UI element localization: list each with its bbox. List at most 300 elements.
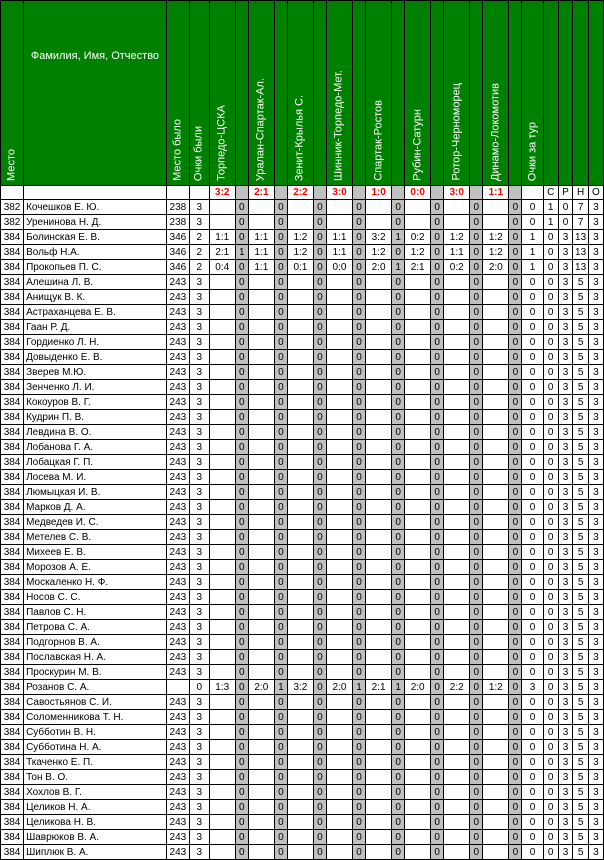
points-were-cell[interactable]: 3: [189, 785, 209, 800]
place-cell[interactable]: 384: [1, 320, 24, 335]
match-points-cell[interactable]: 0: [235, 755, 248, 770]
points-were-cell[interactable]: 3: [189, 365, 209, 380]
place-was-cell[interactable]: 243: [166, 845, 189, 860]
match-points-cell[interactable]: 0: [392, 800, 405, 815]
match-points-cell[interactable]: 1: [353, 680, 366, 695]
match-points-cell[interactable]: 0: [431, 545, 444, 560]
match-points-cell[interactable]: 0: [470, 665, 483, 680]
match-points-cell[interactable]: 0: [431, 290, 444, 305]
stat-cell[interactable]: 0: [543, 350, 558, 365]
stat-cell[interactable]: 5: [573, 275, 588, 290]
forecast-cell[interactable]: [209, 530, 235, 545]
place-was-cell[interactable]: 243: [166, 575, 189, 590]
match-points-cell[interactable]: 0: [392, 530, 405, 545]
place-was-cell[interactable]: 243: [166, 530, 189, 545]
match-points-cell[interactable]: 0: [431, 380, 444, 395]
match-points-cell[interactable]: 0: [235, 275, 248, 290]
name-cell[interactable]: Шаврюков В. А.: [24, 830, 167, 845]
match-points-cell[interactable]: 0: [509, 725, 522, 740]
stat-cell[interactable]: 0: [543, 245, 558, 260]
stat-cell[interactable]: 5: [573, 770, 588, 785]
place-was-cell[interactable]: 243: [166, 605, 189, 620]
place-cell[interactable]: 384: [1, 845, 24, 860]
place-cell[interactable]: 384: [1, 785, 24, 800]
points-were-cell[interactable]: 3: [189, 545, 209, 560]
stat-cell[interactable]: 5: [573, 740, 588, 755]
match-points-cell[interactable]: 0: [392, 305, 405, 320]
round-points-cell[interactable]: 0: [522, 380, 543, 395]
match-points-cell[interactable]: 0: [509, 440, 522, 455]
forecast-cell[interactable]: [287, 575, 313, 590]
forecast-cell[interactable]: [287, 710, 313, 725]
points-were-cell[interactable]: 3: [189, 395, 209, 410]
forecast-cell[interactable]: [365, 770, 391, 785]
forecast-cell[interactable]: [326, 830, 352, 845]
match-points-cell[interactable]: 0: [431, 740, 444, 755]
forecast-cell[interactable]: [365, 320, 391, 335]
forecast-cell[interactable]: [405, 785, 431, 800]
forecast-cell[interactable]: [326, 440, 352, 455]
match-points-cell[interactable]: 0: [392, 455, 405, 470]
match-points-cell[interactable]: 0: [431, 695, 444, 710]
forecast-cell[interactable]: [209, 425, 235, 440]
match-points-cell[interactable]: 0: [509, 230, 522, 245]
forecast-cell[interactable]: 1:2: [287, 245, 313, 260]
forecast-cell[interactable]: [405, 770, 431, 785]
forecast-cell[interactable]: [365, 275, 391, 290]
forecast-cell[interactable]: [405, 200, 431, 215]
match-points-cell[interactable]: 0: [470, 515, 483, 530]
forecast-cell[interactable]: [405, 605, 431, 620]
match-points-cell[interactable]: 0: [235, 395, 248, 410]
header-round-points[interactable]: Очки за тур: [522, 1, 543, 186]
forecast-cell[interactable]: [444, 455, 470, 470]
match-points-cell[interactable]: 0: [353, 635, 366, 650]
name-cell[interactable]: Метелев С. В.: [24, 530, 167, 545]
points-were-cell[interactable]: 2: [189, 245, 209, 260]
forecast-cell[interactable]: [248, 830, 274, 845]
match-points-cell[interactable]: 0: [509, 410, 522, 425]
forecast-cell[interactable]: [365, 425, 391, 440]
match-points-cell[interactable]: 0: [470, 560, 483, 575]
stat-cell[interactable]: 3: [588, 440, 603, 455]
match-points-cell[interactable]: 0: [314, 845, 327, 860]
round-points-cell[interactable]: 0: [522, 425, 543, 440]
stat-cell[interactable]: 5: [573, 455, 588, 470]
match-points-cell[interactable]: 0: [314, 215, 327, 230]
place-was-cell[interactable]: 346: [166, 230, 189, 245]
forecast-cell[interactable]: [405, 320, 431, 335]
stat-cell[interactable]: 3: [558, 830, 573, 845]
forecast-cell[interactable]: [444, 485, 470, 500]
forecast-cell[interactable]: 2:2: [444, 680, 470, 695]
cell[interactable]: [189, 186, 209, 200]
stat-cell[interactable]: 5: [573, 545, 588, 560]
forecast-cell[interactable]: [365, 305, 391, 320]
forecast-cell[interactable]: [405, 590, 431, 605]
match-points-cell[interactable]: 0: [314, 275, 327, 290]
forecast-cell[interactable]: [209, 800, 235, 815]
match-points-cell[interactable]: 0: [314, 695, 327, 710]
match-points-cell[interactable]: 0: [274, 815, 287, 830]
match-points-cell[interactable]: 0: [353, 575, 366, 590]
forecast-cell[interactable]: [209, 815, 235, 830]
match-points-cell[interactable]: 0: [235, 785, 248, 800]
name-cell[interactable]: Зенченко Л. И.: [24, 380, 167, 395]
result-score[interactable]: 2:2: [287, 186, 313, 200]
stat-cell[interactable]: 3: [558, 560, 573, 575]
forecast-cell[interactable]: [405, 290, 431, 305]
match-points-cell[interactable]: 0: [470, 695, 483, 710]
place-was-cell[interactable]: 243: [166, 485, 189, 500]
forecast-cell[interactable]: [444, 470, 470, 485]
match-points-cell[interactable]: 0: [431, 515, 444, 530]
forecast-cell[interactable]: [248, 395, 274, 410]
match-points-cell[interactable]: 0: [509, 320, 522, 335]
match-points-cell[interactable]: 0: [509, 305, 522, 320]
match-points-cell[interactable]: 0: [392, 665, 405, 680]
place-was-cell[interactable]: 243: [166, 335, 189, 350]
match-points-cell[interactable]: 0: [470, 845, 483, 860]
forecast-cell[interactable]: [444, 530, 470, 545]
match-points-cell[interactable]: 0: [314, 590, 327, 605]
match-points-cell[interactable]: 0: [431, 305, 444, 320]
match-points-cell[interactable]: 0: [431, 560, 444, 575]
match-points-cell[interactable]: 0: [274, 260, 287, 275]
forecast-cell[interactable]: [483, 485, 509, 500]
match-points-cell[interactable]: 0: [431, 350, 444, 365]
match-points-cell[interactable]: 0: [509, 470, 522, 485]
match-points-cell[interactable]: 0: [353, 620, 366, 635]
round-points-cell[interactable]: 1: [522, 245, 543, 260]
stat-cell[interactable]: 3: [588, 350, 603, 365]
forecast-cell[interactable]: [444, 290, 470, 305]
cell[interactable]: [509, 186, 522, 200]
place-cell[interactable]: 384: [1, 395, 24, 410]
forecast-cell[interactable]: [209, 830, 235, 845]
forecast-cell[interactable]: [209, 575, 235, 590]
stat-cell[interactable]: 0: [543, 770, 558, 785]
match-points-cell[interactable]: 0: [314, 800, 327, 815]
stat-cell[interactable]: 3: [588, 785, 603, 800]
match-points-cell[interactable]: 0: [470, 410, 483, 425]
name-cell[interactable]: Лосева М. И.: [24, 470, 167, 485]
forecast-cell[interactable]: [326, 350, 352, 365]
forecast-cell[interactable]: [444, 350, 470, 365]
stat-cell[interactable]: 0: [543, 455, 558, 470]
forecast-cell[interactable]: [405, 350, 431, 365]
match-points-cell[interactable]: 0: [353, 770, 366, 785]
match-points-cell[interactable]: 0: [353, 230, 366, 245]
place-cell[interactable]: 384: [1, 680, 24, 695]
match-points-cell[interactable]: 0: [235, 260, 248, 275]
name-cell[interactable]: Субботина Н. А.: [24, 740, 167, 755]
forecast-cell[interactable]: [365, 365, 391, 380]
place-cell[interactable]: 384: [1, 650, 24, 665]
match-points-cell[interactable]: 0: [470, 740, 483, 755]
stat-cell[interactable]: 3: [558, 845, 573, 860]
round-points-cell[interactable]: 0: [522, 485, 543, 500]
round-points-cell[interactable]: 0: [522, 815, 543, 830]
forecast-cell[interactable]: [326, 590, 352, 605]
forecast-cell[interactable]: [287, 800, 313, 815]
match-points-cell[interactable]: 0: [274, 200, 287, 215]
match-points-cell[interactable]: 0: [314, 740, 327, 755]
place-cell[interactable]: 384: [1, 800, 24, 815]
match-points-cell[interactable]: 0: [392, 365, 405, 380]
match-points-cell[interactable]: 0: [274, 785, 287, 800]
match-points-cell[interactable]: 0: [470, 260, 483, 275]
stat-cell[interactable]: 3: [588, 725, 603, 740]
stat-cell[interactable]: 5: [573, 800, 588, 815]
forecast-cell[interactable]: [405, 335, 431, 350]
stat-cell[interactable]: 5: [573, 425, 588, 440]
match-points-cell[interactable]: 0: [235, 545, 248, 560]
match-points-cell[interactable]: 0: [314, 500, 327, 515]
forecast-cell[interactable]: [326, 365, 352, 380]
forecast-cell[interactable]: [287, 365, 313, 380]
stat-cell[interactable]: 5: [573, 485, 588, 500]
match-points-cell[interactable]: 0: [509, 755, 522, 770]
stat-cell[interactable]: 13: [573, 230, 588, 245]
place-was-cell[interactable]: 243: [166, 500, 189, 515]
forecast-cell[interactable]: [483, 740, 509, 755]
forecast-cell[interactable]: [483, 815, 509, 830]
forecast-cell[interactable]: [365, 815, 391, 830]
match-points-cell[interactable]: 0: [274, 830, 287, 845]
stat-cell[interactable]: 3: [558, 710, 573, 725]
stat-cell[interactable]: 0: [543, 695, 558, 710]
place-cell[interactable]: 384: [1, 545, 24, 560]
match-points-cell[interactable]: 0: [431, 425, 444, 440]
match-points-cell[interactable]: 0: [274, 500, 287, 515]
name-cell[interactable]: Савостьянов С. И.: [24, 695, 167, 710]
forecast-cell[interactable]: [444, 575, 470, 590]
stat-cell[interactable]: 5: [573, 560, 588, 575]
match-points-cell[interactable]: 0: [509, 770, 522, 785]
name-cell[interactable]: Уренинова Н. Д.: [24, 215, 167, 230]
forecast-cell[interactable]: [287, 665, 313, 680]
stat-cell[interactable]: 0: [543, 755, 558, 770]
match-points-cell[interactable]: 0: [392, 485, 405, 500]
forecast-cell[interactable]: [287, 830, 313, 845]
forecast-cell[interactable]: [365, 605, 391, 620]
forecast-cell[interactable]: [326, 380, 352, 395]
match-points-cell[interactable]: 0: [353, 530, 366, 545]
forecast-cell[interactable]: [365, 350, 391, 365]
match-points-cell[interactable]: 0: [431, 485, 444, 500]
match-points-cell[interactable]: 0: [509, 695, 522, 710]
forecast-cell[interactable]: [209, 725, 235, 740]
place-cell[interactable]: 384: [1, 605, 24, 620]
stat-cell[interactable]: 5: [573, 680, 588, 695]
match-points-cell[interactable]: 0: [431, 635, 444, 650]
points-were-cell[interactable]: 3: [189, 605, 209, 620]
forecast-cell[interactable]: [248, 320, 274, 335]
match-points-cell[interactable]: 1: [392, 680, 405, 695]
match-points-cell[interactable]: 0: [235, 680, 248, 695]
stat-cell[interactable]: 3: [558, 365, 573, 380]
match-points-cell[interactable]: 0: [392, 605, 405, 620]
points-were-cell[interactable]: 3: [189, 770, 209, 785]
forecast-cell[interactable]: [209, 350, 235, 365]
forecast-cell[interactable]: [209, 755, 235, 770]
header-points-were[interactable]: Очки были: [189, 1, 209, 186]
match-points-cell[interactable]: 0: [353, 215, 366, 230]
stat-cell[interactable]: 3: [558, 815, 573, 830]
match-points-cell[interactable]: 0: [274, 845, 287, 860]
match-points-cell[interactable]: 0: [314, 380, 327, 395]
match-points-cell[interactable]: 0: [392, 575, 405, 590]
match-points-cell[interactable]: 0: [314, 245, 327, 260]
stat-cell[interactable]: 0: [543, 410, 558, 425]
round-points-cell[interactable]: 0: [522, 740, 543, 755]
forecast-cell[interactable]: [248, 635, 274, 650]
stat-cell[interactable]: 3: [558, 725, 573, 740]
forecast-cell[interactable]: [326, 560, 352, 575]
match-points-cell[interactable]: 0: [509, 395, 522, 410]
forecast-cell[interactable]: [405, 410, 431, 425]
forecast-cell[interactable]: [209, 380, 235, 395]
match-points-cell[interactable]: 0: [431, 335, 444, 350]
forecast-cell[interactable]: [483, 710, 509, 725]
forecast-cell[interactable]: 2:1: [365, 680, 391, 695]
match-points-cell[interactable]: 0: [235, 305, 248, 320]
forecast-cell[interactable]: [248, 545, 274, 560]
forecast-cell[interactable]: [444, 635, 470, 650]
forecast-cell[interactable]: [365, 545, 391, 560]
forecast-cell[interactable]: [326, 275, 352, 290]
round-points-cell[interactable]: 0: [522, 665, 543, 680]
forecast-cell[interactable]: [287, 605, 313, 620]
forecast-cell[interactable]: [248, 425, 274, 440]
stat-cell[interactable]: 3: [588, 665, 603, 680]
match-points-cell[interactable]: 0: [353, 470, 366, 485]
match-points-cell[interactable]: 0: [353, 380, 366, 395]
match-points-cell[interactable]: 0: [470, 245, 483, 260]
forecast-cell[interactable]: [209, 845, 235, 860]
forecast-cell[interactable]: [483, 350, 509, 365]
stat-cell[interactable]: 5: [573, 785, 588, 800]
stat-cell[interactable]: 5: [573, 515, 588, 530]
forecast-cell[interactable]: [483, 560, 509, 575]
name-cell[interactable]: Ткаченко Е. П.: [24, 755, 167, 770]
match-points-cell[interactable]: 0: [235, 365, 248, 380]
stat-cell[interactable]: 5: [573, 365, 588, 380]
points-were-cell[interactable]: 3: [189, 845, 209, 860]
stat-cell[interactable]: 0: [543, 710, 558, 725]
stat-cell[interactable]: 0: [543, 800, 558, 815]
forecast-cell[interactable]: [483, 725, 509, 740]
match-points-cell[interactable]: 0: [431, 470, 444, 485]
stat-cell[interactable]: 3: [588, 530, 603, 545]
match-points-cell[interactable]: 0: [392, 725, 405, 740]
forecast-cell[interactable]: [326, 635, 352, 650]
match-points-cell[interactable]: 0: [353, 665, 366, 680]
forecast-cell[interactable]: [405, 425, 431, 440]
match-points-cell[interactable]: 0: [274, 455, 287, 470]
forecast-cell[interactable]: 1:1: [248, 245, 274, 260]
stat-cell[interactable]: 3: [588, 470, 603, 485]
stat-cell[interactable]: 3: [588, 620, 603, 635]
forecast-cell[interactable]: [248, 785, 274, 800]
forecast-cell[interactable]: [365, 635, 391, 650]
name-cell[interactable]: Подгорнов В. А.: [24, 635, 167, 650]
match-points-cell[interactable]: 0: [392, 635, 405, 650]
match-points-cell[interactable]: 0: [392, 275, 405, 290]
place-was-cell[interactable]: 243: [166, 620, 189, 635]
match-points-cell[interactable]: 0: [314, 710, 327, 725]
forecast-cell[interactable]: [209, 785, 235, 800]
forecast-cell[interactable]: [444, 770, 470, 785]
match-points-cell[interactable]: 0: [392, 845, 405, 860]
match-points-cell[interactable]: 0: [470, 815, 483, 830]
forecast-cell[interactable]: [209, 215, 235, 230]
forecast-cell[interactable]: [248, 695, 274, 710]
forecast-cell[interactable]: [365, 665, 391, 680]
round-points-cell[interactable]: 1: [522, 230, 543, 245]
place-was-cell[interactable]: 243: [166, 395, 189, 410]
forecast-cell[interactable]: [405, 395, 431, 410]
stat-header[interactable]: Н: [573, 186, 588, 200]
forecast-cell[interactable]: [365, 215, 391, 230]
stat-cell[interactable]: 0: [543, 560, 558, 575]
forecast-cell[interactable]: [248, 350, 274, 365]
forecast-cell[interactable]: [365, 395, 391, 410]
points-were-cell[interactable]: 3: [189, 320, 209, 335]
match-points-cell[interactable]: 0: [314, 485, 327, 500]
forecast-cell[interactable]: [287, 470, 313, 485]
forecast-cell[interactable]: [483, 605, 509, 620]
forecast-cell[interactable]: 0:4: [209, 260, 235, 275]
place-cell[interactable]: 384: [1, 245, 24, 260]
points-were-cell[interactable]: 3: [189, 290, 209, 305]
forecast-cell[interactable]: 1:2: [483, 230, 509, 245]
match-points-cell[interactable]: 0: [353, 845, 366, 860]
name-cell[interactable]: Павлов С. Н.: [24, 605, 167, 620]
cell[interactable]: [235, 186, 248, 200]
match-points-cell[interactable]: 0: [353, 290, 366, 305]
stat-cell[interactable]: 3: [588, 365, 603, 380]
match-points-cell[interactable]: 0: [235, 350, 248, 365]
forecast-cell[interactable]: [287, 275, 313, 290]
match-points-cell[interactable]: 1: [392, 260, 405, 275]
forecast-cell[interactable]: [326, 710, 352, 725]
stat-cell[interactable]: 3: [588, 800, 603, 815]
match-points-cell[interactable]: 0: [431, 530, 444, 545]
match-points-cell[interactable]: 0: [314, 725, 327, 740]
forecast-cell[interactable]: [483, 335, 509, 350]
forecast-cell[interactable]: [365, 785, 391, 800]
place-was-cell[interactable]: 243: [166, 425, 189, 440]
place-cell[interactable]: 384: [1, 275, 24, 290]
stat-cell[interactable]: 3: [588, 230, 603, 245]
match-points-cell[interactable]: 0: [431, 440, 444, 455]
stat-cell[interactable]: 0: [543, 830, 558, 845]
match-points-cell[interactable]: 0: [314, 365, 327, 380]
match-points-cell[interactable]: 0: [431, 320, 444, 335]
forecast-cell[interactable]: [405, 635, 431, 650]
stat-cell[interactable]: 0: [543, 725, 558, 740]
stat-cell[interactable]: 3: [558, 665, 573, 680]
forecast-cell[interactable]: [405, 710, 431, 725]
match-points-cell[interactable]: 0: [314, 395, 327, 410]
match-points-cell[interactable]: 0: [392, 440, 405, 455]
match-points-cell[interactable]: 0: [235, 320, 248, 335]
match-points-cell[interactable]: 0: [431, 710, 444, 725]
forecast-cell[interactable]: [405, 800, 431, 815]
match-points-cell[interactable]: 0: [274, 590, 287, 605]
